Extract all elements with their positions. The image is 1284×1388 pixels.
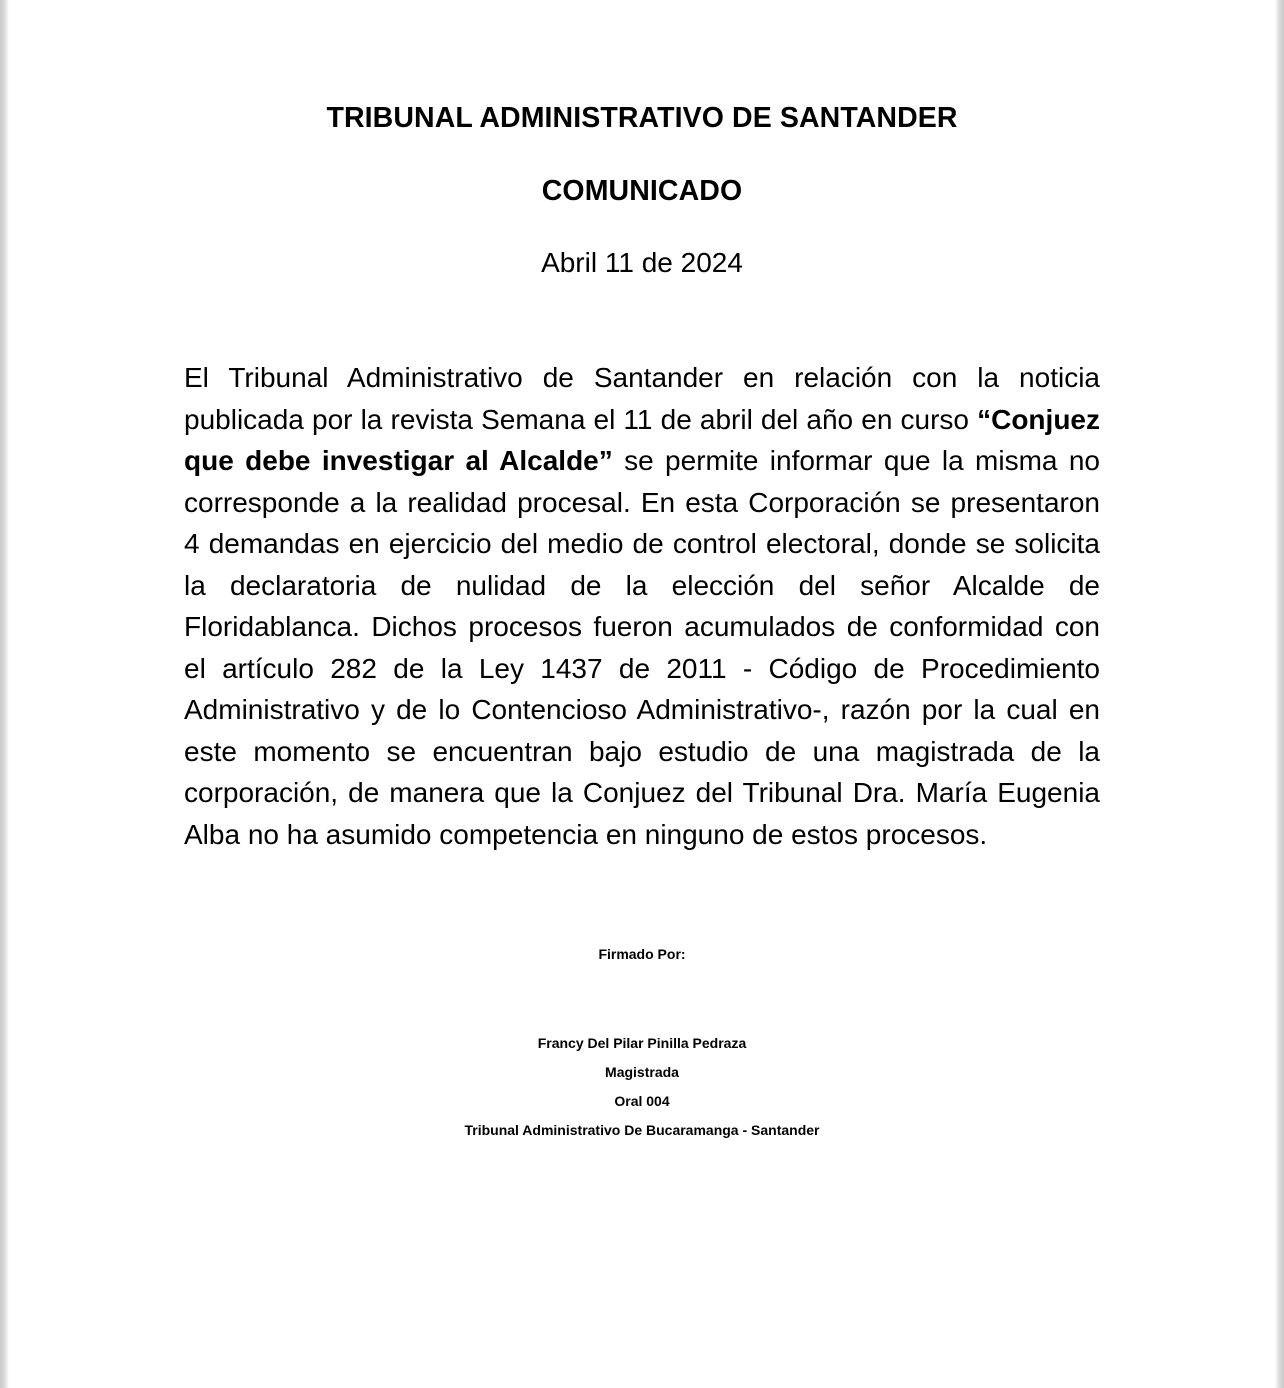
document-header [9, 0, 1275, 277]
paragraph-text-after-quote: se permite informar que la misma no corresponde a la realidad procesal. En esta Corporación se presentaron 4 demandas en ejercicio del medio de control electoral, donde se solicita la declaratoria de nulidad de la elección del señor Alcalde de Floridablanca. Dichos procesos fueron acumulados de conformidad con el artículo 282 de la Ley 1437 de 2011 - Código de Procedimiento Administrativo y de lo Contencioso Administrativo-, razón por la cual en este momento se encuentran bajo estudio de una magistrada de la corporación, de manera que la Conjuez del Tribunal Dra. María Eugenia Alba no ha asumido competencia en ninguno de estos procesos. [184, 445, 1101, 850]
signer-name: Francy Del Pilar Pinilla Pedraza [537, 1035, 747, 1051]
body-paragraph [184, 357, 1100, 855]
signer-institution: Tribunal Administrativo De Bucaramanga - Santander [464, 1122, 820, 1138]
signature-block [9, 947, 1275, 1145]
signer-role: Magistrada [605, 1064, 679, 1080]
document-body [184, 277, 1100, 855]
signer-chamber: Oral 004 [614, 1093, 670, 1109]
signer-details [9, 1029, 1275, 1145]
document-page [9, 0, 1275, 1388]
document-date: Abril 11 de 2024 [541, 247, 743, 278]
page-left-edge [0, 0, 9, 1388]
signed-by-label: Firmado Por: [598, 946, 686, 962]
paragraph-text-before-quote: El Tribunal Administrativo de Santander en relación con la noticia publicada por la revista Semana el 11 de abril del año en curso [184, 362, 1100, 435]
document-subtitle: COMUNICADO [541, 174, 743, 207]
page-title: TRIBUNAL ADMINISTRATIVO DE SANTANDER [326, 102, 958, 134]
page-right-edge [1275, 0, 1284, 1388]
quoted-article-title: “Conjuez que debe investigar al Alcalde” [184, 403, 1100, 476]
